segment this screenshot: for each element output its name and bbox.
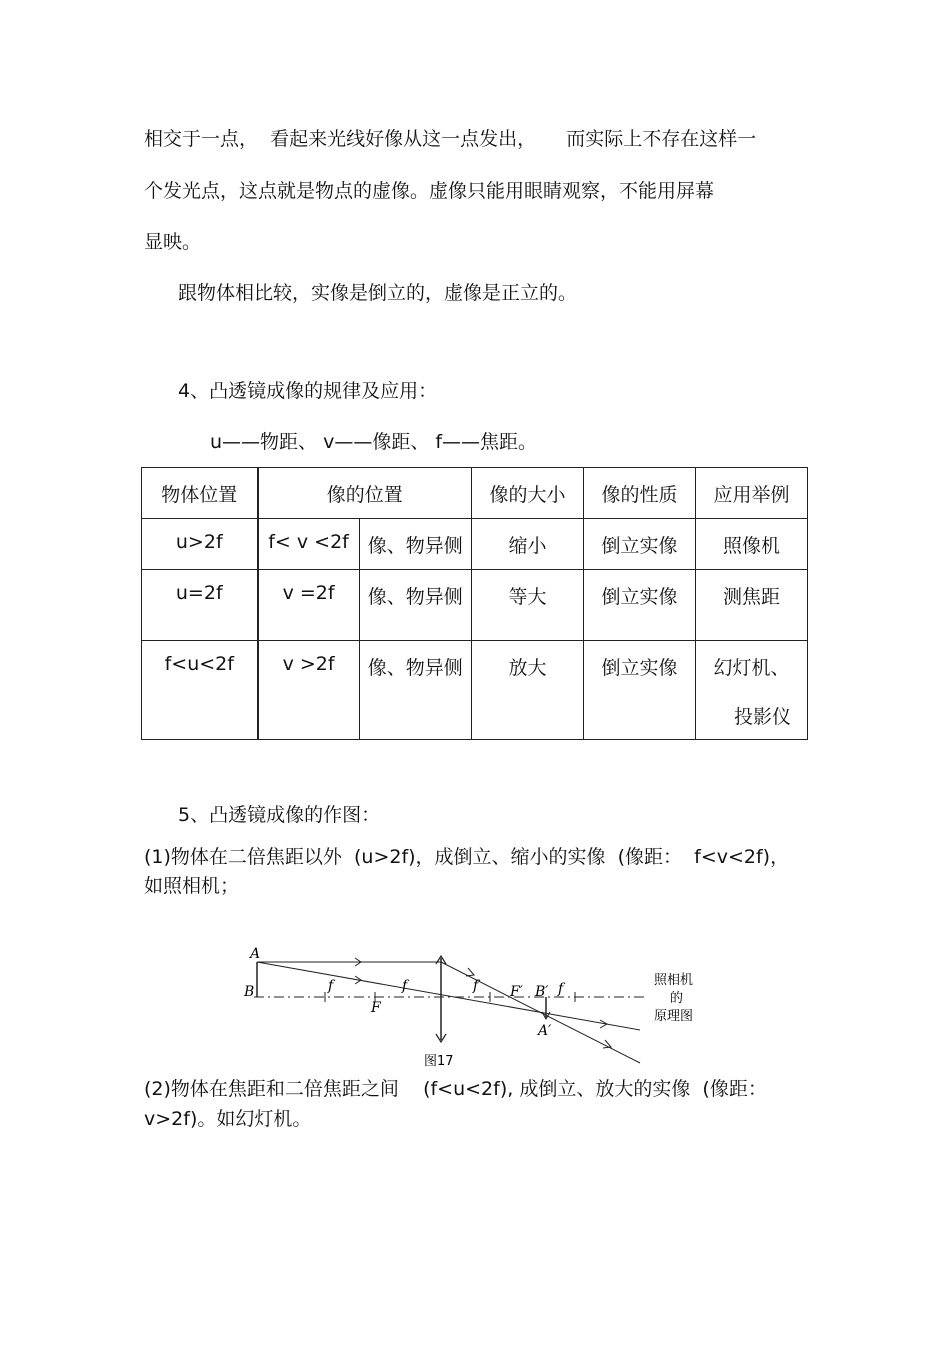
label-B: B bbox=[244, 984, 255, 1000]
item-2-line-1: (2)物体在焦距和二倍焦距之间 (f<u<2f), 成倒立、放大的实像 (像距： bbox=[144, 1078, 767, 1100]
label-F: F bbox=[371, 1000, 381, 1016]
header-cell: 像的大小 bbox=[471, 468, 583, 519]
label-f: f bbox=[473, 978, 479, 994]
paragraph: 跟物体相比较，实像是倒立的，虚像是正立的。 bbox=[178, 282, 578, 304]
figure-caption: 图17 bbox=[424, 1054, 454, 1069]
cell-image-distance: f< v <2f bbox=[258, 519, 360, 570]
item-1-line-2: 如照相机； bbox=[144, 875, 240, 897]
cell-image-distance: v =2f bbox=[258, 570, 360, 641]
header-cell: 像的位置 bbox=[258, 468, 472, 519]
cell-image-side: 像、物异侧 bbox=[359, 570, 471, 641]
label-f: f bbox=[402, 978, 408, 994]
section-heading: 5、凸透镜成像的作图： bbox=[178, 804, 381, 826]
side-label: 照相机 bbox=[654, 973, 694, 988]
item-2-line-2: v>2f)。如幻灯机。 bbox=[144, 1108, 312, 1130]
label-f: f bbox=[558, 981, 564, 997]
cell-nature: 倒立实像 bbox=[583, 641, 695, 740]
label-A-prime: A′ bbox=[538, 1023, 552, 1039]
paragraph-line: 相交于一点， 看起来光线好像从这一点发出， 而实际上不存在这样一 bbox=[144, 128, 757, 150]
paragraph-line: 显映。 bbox=[144, 231, 202, 253]
table-row bbox=[142, 519, 808, 570]
cell-size: 放大 bbox=[471, 641, 583, 740]
application-line-1: 幻灯机、 bbox=[713, 657, 790, 679]
label-F-prime: F′ bbox=[510, 984, 523, 1000]
cell-position: u>2f bbox=[142, 519, 258, 570]
paragraph-line: 个发光点，这点就是物点的虚像。虚像只能用眼睛观察，不能用屏幕 bbox=[144, 180, 715, 202]
cell-position: u=2f bbox=[142, 570, 258, 641]
cell-image-side: 像、物异侧 bbox=[359, 641, 471, 740]
cell-size: 缩小 bbox=[471, 519, 583, 570]
cell-size: 等大 bbox=[471, 570, 583, 641]
label-A: A bbox=[250, 946, 261, 962]
header-cell: 物体位置 bbox=[142, 468, 258, 519]
cell-position: f<u<2f bbox=[142, 641, 258, 740]
cell-application: 测焦距 bbox=[695, 570, 807, 641]
header-cell: 应用举例 bbox=[695, 468, 807, 519]
item-1-line-1: (1)物体在二倍焦距以外 (u>2f)，成倒立、缩小的实像 (像距： f<v<2f)， bbox=[144, 846, 790, 868]
cell-nature: 倒立实像 bbox=[583, 570, 695, 641]
table-row bbox=[142, 641, 808, 740]
table-header-row bbox=[142, 468, 808, 519]
section-heading: 4、凸透镜成像的规律及应用： bbox=[178, 380, 438, 402]
cell-nature: 倒立实像 bbox=[583, 519, 695, 570]
label-B-prime: B′ bbox=[535, 984, 549, 1000]
side-label: 的 bbox=[670, 991, 684, 1006]
cell-application: 照像机 bbox=[695, 519, 807, 570]
imaging-rules-table bbox=[141, 467, 808, 740]
side-label: 原理图 bbox=[654, 1009, 694, 1024]
camera-principle-diagram bbox=[240, 940, 710, 1075]
ray-center bbox=[257, 962, 640, 1030]
application-line-2: 投影仪 bbox=[733, 706, 791, 728]
cell-image-distance: v >2f bbox=[258, 641, 360, 740]
variable-legend: u——物距、 v——像距、 f——焦距。 bbox=[210, 431, 538, 453]
cell-application bbox=[695, 641, 807, 740]
table-row bbox=[142, 570, 808, 641]
label-f: f bbox=[328, 978, 334, 994]
header-cell: 像的性质 bbox=[583, 468, 695, 519]
cell-image-side: 像、物异侧 bbox=[359, 519, 471, 570]
